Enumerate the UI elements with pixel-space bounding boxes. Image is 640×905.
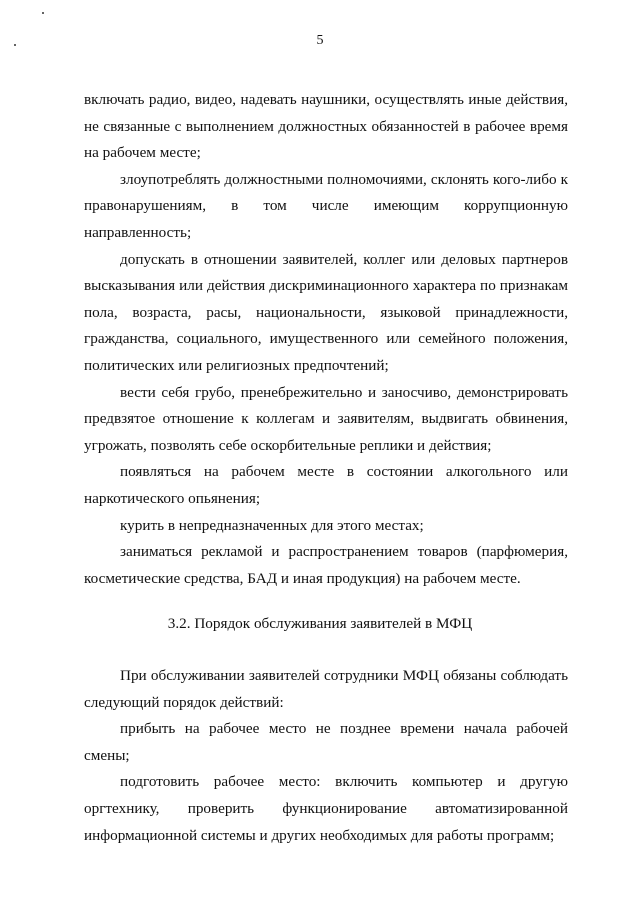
paragraph-radio-video: включать радио, видео, надевать наушники, осуществлять иные действия, не связанные с выполнением должностных обязанностей в рабочее время на рабочем месте; — [84, 91, 568, 162]
text-block-top — [84, 87, 568, 592]
paragraph-rude-behavior: вести себя грубо, пренебрежительно и заносчиво, демонстрировать предвзятое отношение к коллегам и заявителям, выдвигать обвинения, угрожать, позволять себе оскорбительные реплики и действия; — [84, 383, 568, 454]
scan-speck — [42, 12, 44, 14]
paragraph-arrive-on-time: прибыть на рабочее место не позднее времени начала рабочей смены; — [84, 720, 568, 764]
page-number: 5 — [316, 33, 324, 48]
paragraph-service-order: При обслуживании заявителей сотрудники МФЦ обязаны соблюдать следующий порядок действий: — [84, 667, 568, 711]
paragraph-advertising: заниматься рекламой и распространением товаров (парфюмерия, косметические средства, БАД и иная продукция) на рабочем месте. — [84, 543, 568, 587]
paragraph-abuse-authority: злоупотреблять должностными полномочиями, склонять кого-либо к правонарушениям, в том числе имеющим коррупционную направленность; — [84, 170, 568, 241]
paragraph-intoxication: появляться на рабочем месте в состоянии алкогольного или наркотического опьянения; — [84, 463, 568, 507]
paragraph-prepare-workplace: подготовить рабочее место: включить компьютер и другую оргтехнику, проверить функционирование автоматизированной информационной системы и других необходимых для работы программ; — [84, 773, 568, 844]
section-heading: 3.2. Порядок обслуживания заявителей в МФЦ — [167, 615, 473, 632]
text-block-bottom — [84, 663, 568, 849]
paragraph-discrimination: допускать в отношении заявителей, коллег или деловых партнеров высказывания или действия дискриминационного характера по признакам пола, возраста, расы, национальности, языковой принадлежности, гражданства, социального, имущественного или семейного положения, политических или религиозных предпочтений; — [84, 250, 568, 374]
paragraph-smoking: курить в непредназначенных для этого местах; — [120, 516, 424, 534]
